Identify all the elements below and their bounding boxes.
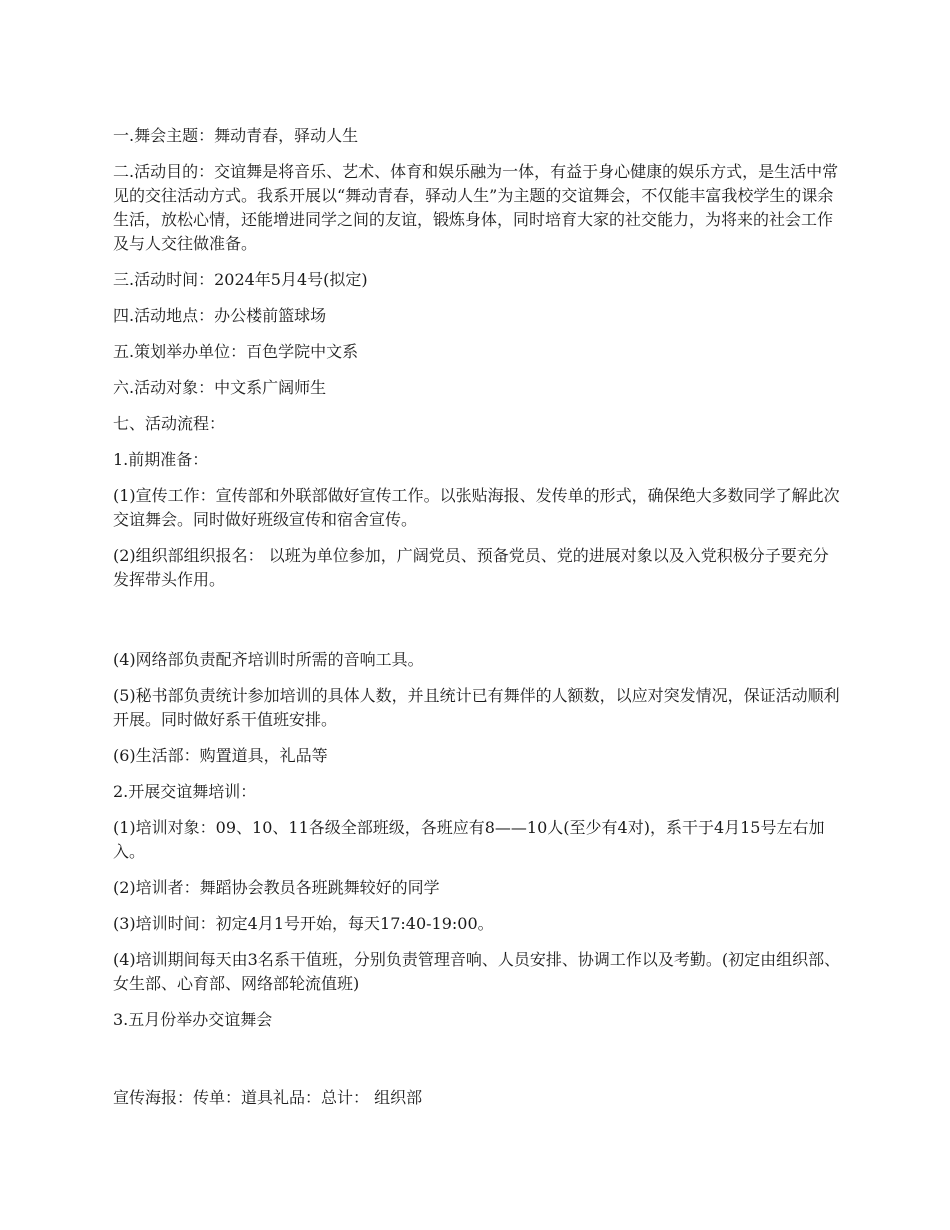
training-target-item: (1)培训对象：09、10、11各级全部班级，各班应有8——10人(至少有4对)，系干于4月15号左右加入。 (113, 818, 825, 861)
secretary-item: (5)秘书部负责统计参加培训的具体人数，并且统计已有舞伴的人额数，以应对突发情况，保证活动顺利开展。同时做好系干值班安排。 (113, 686, 840, 729)
network-item: (4)网络部负责配齐培训时所需的音响工具。 (113, 650, 424, 669)
organizer-line: 五.策划举办单位：百色学院中文系 (113, 342, 359, 361)
training-heading: 2.开展交谊舞培训： (113, 782, 257, 801)
trainer-item: (2)培训者：舞蹈协会教员各班跳舞较好的同学 (113, 878, 440, 897)
theme-line: 一.舞会主题：舞动青春，驿动人生 (113, 126, 359, 145)
ball-heading: 3.五月份举办交谊舞会 (113, 1010, 273, 1029)
budget-line: 宣传海报：传单：道具礼品：总计： 组织部 (113, 1088, 423, 1107)
location-line: 四.活动地点：办公楼前篮球场 (113, 306, 327, 325)
purpose-paragraph: 二.活动目的：交谊舞是将音乐、艺术、体育和娱乐融为一体，有益于身心健康的娱乐方式，是生活中常见的交往活动方式。我系开展以“舞动青春，驿动人生”为主题的交谊舞会，不仅能丰富我校学生的课余生活，放松心情，还能增进同学之间的友谊，锻炼身体，同时培育大家的社交能力，为将来的社会工作及与人交往做准备。 (113, 162, 839, 253)
process-heading: 七、活动流程： (113, 414, 226, 433)
time-line: 三.活动时间：2024年5月4号(拟定) (113, 270, 368, 289)
publicity-item: (1)宣传工作：宣传部和外联部做好宣传工作。以张贴海报、发传单的形式，确保绝大多数同学了解此次交谊舞会。同时做好班级宣传和宿舍宣传。 (113, 486, 840, 529)
preparation-heading: 1.前期准备： (113, 450, 209, 469)
audience-line: 六.活动对象：中文系广阔师生 (113, 378, 327, 397)
duty-item: (4)培训期间每天由3名系干值班，分别负责管理音响、人员安排、协调工作以及考勤。(初定由组织部、女生部、心育部、网络部轮流值班) (113, 950, 841, 993)
training-time-item: (3)培训时间：初定4月1号开始，每天17:40-19:00。 (113, 914, 494, 933)
document-body (113, 124, 841, 1122)
registration-item: (2)组织部组织报名： 以班为单位参加，广阔党员、预备党员、党的进展对象以及入党积极分子要充分发挥带头作用。 (113, 546, 829, 589)
life-item: (6)生活部：购置道具，礼品等 (113, 746, 328, 765)
